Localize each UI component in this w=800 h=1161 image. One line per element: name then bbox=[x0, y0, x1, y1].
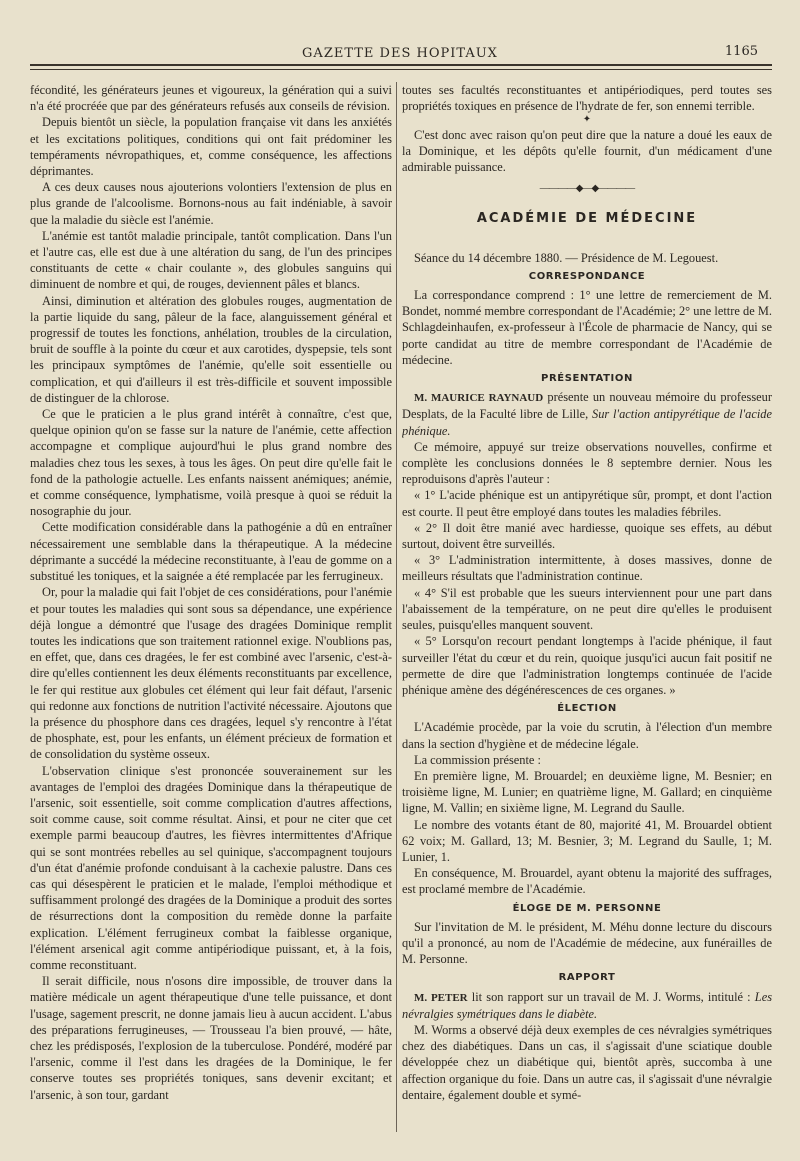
section-title: ACADÉMIE DE MÉDECINE bbox=[476, 211, 698, 227]
paragraph: Ce mémoire, appuyé sur treize observations nouvelles, confirme et complète les conclusions données le 8 septembre dernier. Nous les reproduisons d'après l'auteur : bbox=[402, 439, 772, 487]
header-rule-thin bbox=[30, 69, 772, 70]
subsection-title: ÉLECTION bbox=[557, 703, 617, 715]
paragraph: « 2° Il doit être manié avec hardiesse, quoique ses effets, au début surtout, doivent être surveillés. bbox=[402, 520, 772, 552]
paragraph: Ce que le praticien a le plus grand intérêt à connaître, c'est que, quelque opinion qu'on se fasse sur la nature de l'anémie, cette affection accompagne et complique aujourd'hui le plus grand nombre des maladies chez tous les sexes, à tous les âges. On peut dire qu'elle fait le fond de la pathologie actuelle. Les enfants naissent anémiques; anémie, et comme conséquence, lymphatisme, voilà presque à quoi se réduit la nosographie du jour. bbox=[30, 407, 392, 519]
text-run: présente un nouveau mémoire du professeur Desplats, de la Faculté libre de Lille, bbox=[402, 390, 772, 422]
work-title: Sur l'action antipyrétique de l'acide phénique. bbox=[402, 407, 772, 438]
paragraph: Depuis bientôt un siècle, la population française vit dans les anxiétés et les excitations politiques, conditions qui ont fait prédominer les tempéraments névropathiques, et, comme conséquence, les affections déprimantes. bbox=[30, 115, 392, 179]
paragraph: Ainsi, diminution et altération des globules rouges, augmentation de la partie liquide du sang, pâleur de la face, alanguissement général et progressif de toutes les fonctions, anhélation, troubles de la circulation, bruit de souffle à la pointe du cœur et aux carotides, dyspepsie, tels sont les principaux symptômes de l'anémie, qu'elle soit essentielle ou complication, et qui d'ailleurs il est très-difficile et souvent impossible de distinguer de la chlorose. bbox=[30, 293, 392, 405]
section-separator: ————◆—◆———— bbox=[539, 183, 635, 195]
work-title: Les névralgies symétriques dans le diabète. bbox=[402, 989, 772, 1021]
paragraph: En conséquence, M. Brouardel, ayant obtenu la majorité des suffrages, est proclamé membre de l'Académie. bbox=[402, 866, 772, 897]
paragraph: L'anémie est tantôt maladie principale, tantôt complication. Dans l'un et l'autre cas, elle est due à une altération du sang, de l'un des principes constituants de cette « chair coulante », des globules sanguins qui diminuent de nombre et qui, de rouges, deviennent pâles et blancs. bbox=[30, 228, 392, 292]
paragraph: L'Académie procède, par la voie du scrutin, à l'élection d'un membre dans la section d'hygiène et de médecine légale. bbox=[402, 720, 772, 751]
right-column bbox=[402, 82, 772, 1142]
paragraph: Le nombre des votants étant de 80, majorité 41, M. Brouardel obtient 62 voix; M. Gallard, 13; M. Besnier, 3; M. Legrand du Saulle, 1; M. Lunier, 1. bbox=[402, 817, 772, 864]
column-divider bbox=[396, 82, 397, 1132]
subsection-title: PRÉSENTATION bbox=[541, 373, 633, 385]
paragraph: Cette modification considérable dans la pathogénie a dû en entraîner nécessairement une semblable dans la thérapeutique. A la médecine déprimante a succédé la médecine reconstituante, à l'eau de gomme on a substitué les toniques, et la saignée a été remplacée par les ferrugineux. bbox=[30, 520, 392, 584]
text-run: lit son rapport sur un travail de M. J. Worms, intitulé : bbox=[467, 989, 755, 1004]
paragraph bbox=[402, 389, 772, 439]
journal-title: GAZETTE DES HOPITAUX bbox=[302, 46, 498, 61]
paragraph: M. Worms a observé déjà deux exemples de ces névralgies symétriques chez des diabétiques. Dans un cas, il s'agissait d'une sciatique double développée chez un diabétique qui, bientôt après, succomba à une affection organique du foie. Dans un autre cas, il s'agissait d'une névralgie dentaire, également double et symé- bbox=[402, 1022, 772, 1102]
paragraph: C'est donc avec raison qu'on peut dire que la nature a doué les eaux de la Dominique, et les dépôts qu'elle fournit, d'un médicament d'une admirable puissance. bbox=[402, 127, 772, 175]
subsection-title: CORRESPONDANCE bbox=[528, 270, 646, 282]
paragraph: La commission présente : bbox=[414, 752, 541, 767]
left-column bbox=[30, 82, 392, 1142]
speaker-name: M. MAURICE RAYNAUD bbox=[414, 392, 544, 405]
paragraph: Il serait difficile, nous n'osons dire impossible, de trouver dans la matière médicale un agent thérapeutique d'une telle puissance, et dont l'usage, sagement prescrit, ne donne jamais lieu à aucun accident. L'abus des préparations ferrugineuses, — Trousseau l'a bien prouvé, — hâte, chez les prédisposés, l'explosion de la tuberculose. Pondéré, modéré par l'arsenic, comme il l'est dans les dragées de la Dominique, le fer conserve toutes ses propriétés toniques, sans devenir excitant; et l'arsenic, à son tour, gardant bbox=[30, 974, 392, 1102]
paragraph: fécondité, les générateurs jeunes et vigoureux, la génération qui a suivi n'a été procréée que par des générateurs refusés aux conseils de révision. bbox=[30, 83, 392, 114]
subsection-title: ÉLOGE DE M. PERSONNE bbox=[512, 902, 662, 914]
paragraph: « 1° L'acide phénique est un antipyrétique sûr, prompt, et dont l'action est courte. Il peut être employé dans toutes les maladies fébriles. bbox=[402, 488, 772, 519]
paragraph: L'observation clinique s'est prononcée souverainement sur les avantages de l'emploi des dragées Dominique dans la thérapeutique de l'arsenic, soit essentielle, soit comme complication d'autres affections, soit comme cause, soit comme résultat. Ainsi, et pour ne citer que cet exemple parmi beaucoup d'autres, les fièvres intermittentes d'Afrique qui se sont montrées rebelles au sel quinique, s'accompagnent toujours d'un état d'anémie profonde conduisant à la cachexie palustre. Dans ces cas qui désespèrent le praticien et le malade, l'emploi méthodique et suffisamment prolongé des dragées de la Dominique a produit des sortes de résurrections dont la composition du remède donne la parfaite explication. L'élément ferrugineux combat la faiblesse organique, l'élément arsenical agit comme antipériodique puissant, et, à la fois, comme reconstituant. bbox=[30, 763, 392, 972]
paragraph: La correspondance comprend : 1° une lettre de remerciement de M. Bondet, nommé membre correspondant de l'Académie; 2° une lettre de M. Schlagdeinhaufen, ex-professeur à l'École de pharmacie de Nancy, qui se porte candidat au titre de membre correspondant de l'Académie de médecine. bbox=[402, 288, 772, 367]
page-number: 1165 bbox=[724, 44, 758, 59]
paragraph bbox=[402, 989, 772, 1022]
paragraph: Or, pour la maladie qui fait l'objet de ces considérations, pour l'anémie et pour toutes les maladies qui sont sous sa dépendance, une expérience déjà longue a démontré que l'usage des dragées Dominique remplit toutes les indications que son traitement rationnel exige. N'oublions pas, en effet, que, dans ces dragées, le fer est combiné avec l'arsenic, c'est-à-dire qu'elles contiennent les deux éléments reconstituants par excellence, le fer qui restitue aux globules cet élément qui leur fait défaut, l'arsenic qui redonne aux fonctions de nutrition l'activité nécessaire. Ajoutons que la présence du phosphore dans ces dragées, lequel s'y rencontre à l'état de phosphate, est, pour les enfants, un élément précieux de formation et de consolidation du système osseux. bbox=[30, 585, 392, 762]
paragraph: A ces deux causes nous ajouterions volontiers l'extension de plus en plus grande de l'alcoolisme. Bornons-nous au fait indéniable, à savoir que la maladie du siècle est l'anémie. bbox=[30, 180, 392, 227]
speaker-name: M. PETER bbox=[414, 991, 468, 1004]
paragraph: En première ligne, M. Brouardel; en deuxième ligne, M. Besnier; en troisième ligne, M. Lunier; en quatrième ligne, M. Gallard; en cinquième ligne, M. Vallin; en sixième ligne, M. Legrand du Saulle. bbox=[402, 768, 772, 816]
session-line: Séance du 14 décembre 1880. — Présidence de M. Legouest. bbox=[414, 250, 719, 265]
page-header bbox=[0, 38, 800, 62]
paragraph: toutes ses facultés reconstituantes et antipériodiques, perd toutes ses propriétés toxiques en présence de l'hydrate de fer, son ennemi terrible. bbox=[402, 83, 772, 114]
paragraph: « 5° Lorsqu'on recourt pendant longtemps à l'acide phénique, il faut surveiller l'état du cœur et du rein, quoique jusqu'ici aucun fait positif ne permette de dire que l'administration longtemps continuée de l'acide phénique amène des dégénérescences de ces organes. » bbox=[402, 634, 772, 697]
paragraph: Sur l'invitation de M. le président, M. Méhu donne lecture du discours qu'il a prononcé, au nom de l'Académie de médecine, aux funérailles de M. Personne. bbox=[402, 919, 772, 967]
subsection-title: RAPPORT bbox=[558, 972, 616, 984]
star-ornament: ✦ bbox=[582, 114, 592, 126]
header-rule-thick bbox=[30, 64, 772, 66]
paragraph: « 4° S'il est probable que les sueurs interviennent pour une part dans l'abaissement de la température, on ne peut dire qu'elles le produisent seules, puisqu'elles manquent souvent. bbox=[402, 585, 772, 633]
paragraph: « 3° L'administration intermittente, à doses massives, donne de meilleurs résultats que l'administration continue. bbox=[402, 553, 772, 584]
